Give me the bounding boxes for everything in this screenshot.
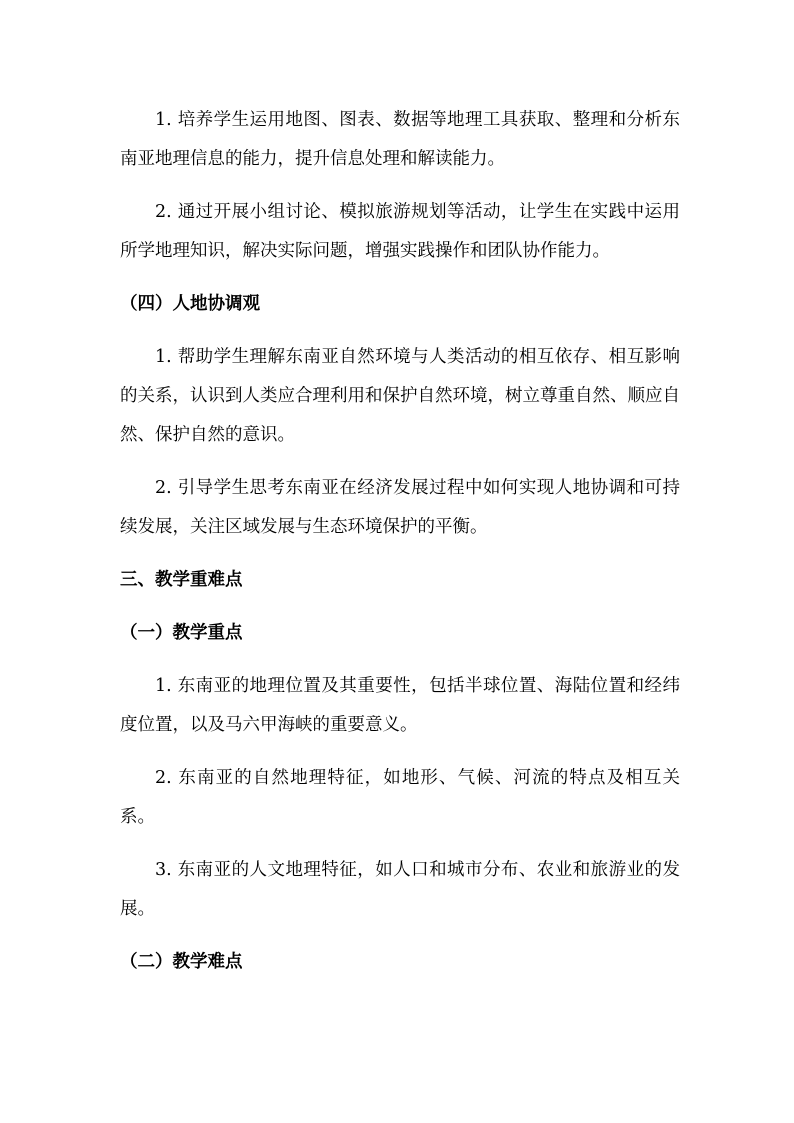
paragraph-human-earth-2: 2. 引导学生思考东南亚在经济发展过程中如何实现人地协调和可持续发展，关注区域发展与生态环境保护的平衡。 xyxy=(120,478,680,537)
document-body xyxy=(120,101,680,996)
paragraph-skill-1: 1. 培养学生运用地图、图表、数据等地理工具获取、整理和分析东南亚地理信息的能力，提升信息处理和解读能力。 xyxy=(120,110,680,169)
paragraph-skill-2: 2. 通过开展小组讨论、模拟旅游规划等活动，让学生在实践中运用所学地理知识，解决实际问题，增强实践操作和团队协作能力。 xyxy=(120,202,680,261)
subheading-key-points: （一）教学重点 xyxy=(120,623,243,643)
paragraph-key-point-3: 3. 东南亚的人文地理特征，如人口和城市分布、农业和旅游业的发展。 xyxy=(120,860,680,919)
section-heading-key-points: 三、教学重难点 xyxy=(120,570,243,590)
paragraph-key-point-1: 1. 东南亚的地理位置及其重要性，包括半球位置、海陆位置和经纬度位置，以及马六甲海峡的重要意义。 xyxy=(120,676,680,735)
subheading-human-earth: （四）人地协调观 xyxy=(120,294,260,314)
paragraph-human-earth-1: 1. 帮助学生理解东南亚自然环境与人类活动的相互依存、相互影响的关系，认识到人类应合理利用和保护自然环境，树立尊重自然、顺应自然、保护自然的意识。 xyxy=(120,347,680,445)
paragraph-key-point-2: 2. 东南亚的自然地理特征，如地形、气候、河流的特点及相互关系。 xyxy=(120,768,680,827)
subheading-difficult-points: （二）教学难点 xyxy=(120,952,243,972)
